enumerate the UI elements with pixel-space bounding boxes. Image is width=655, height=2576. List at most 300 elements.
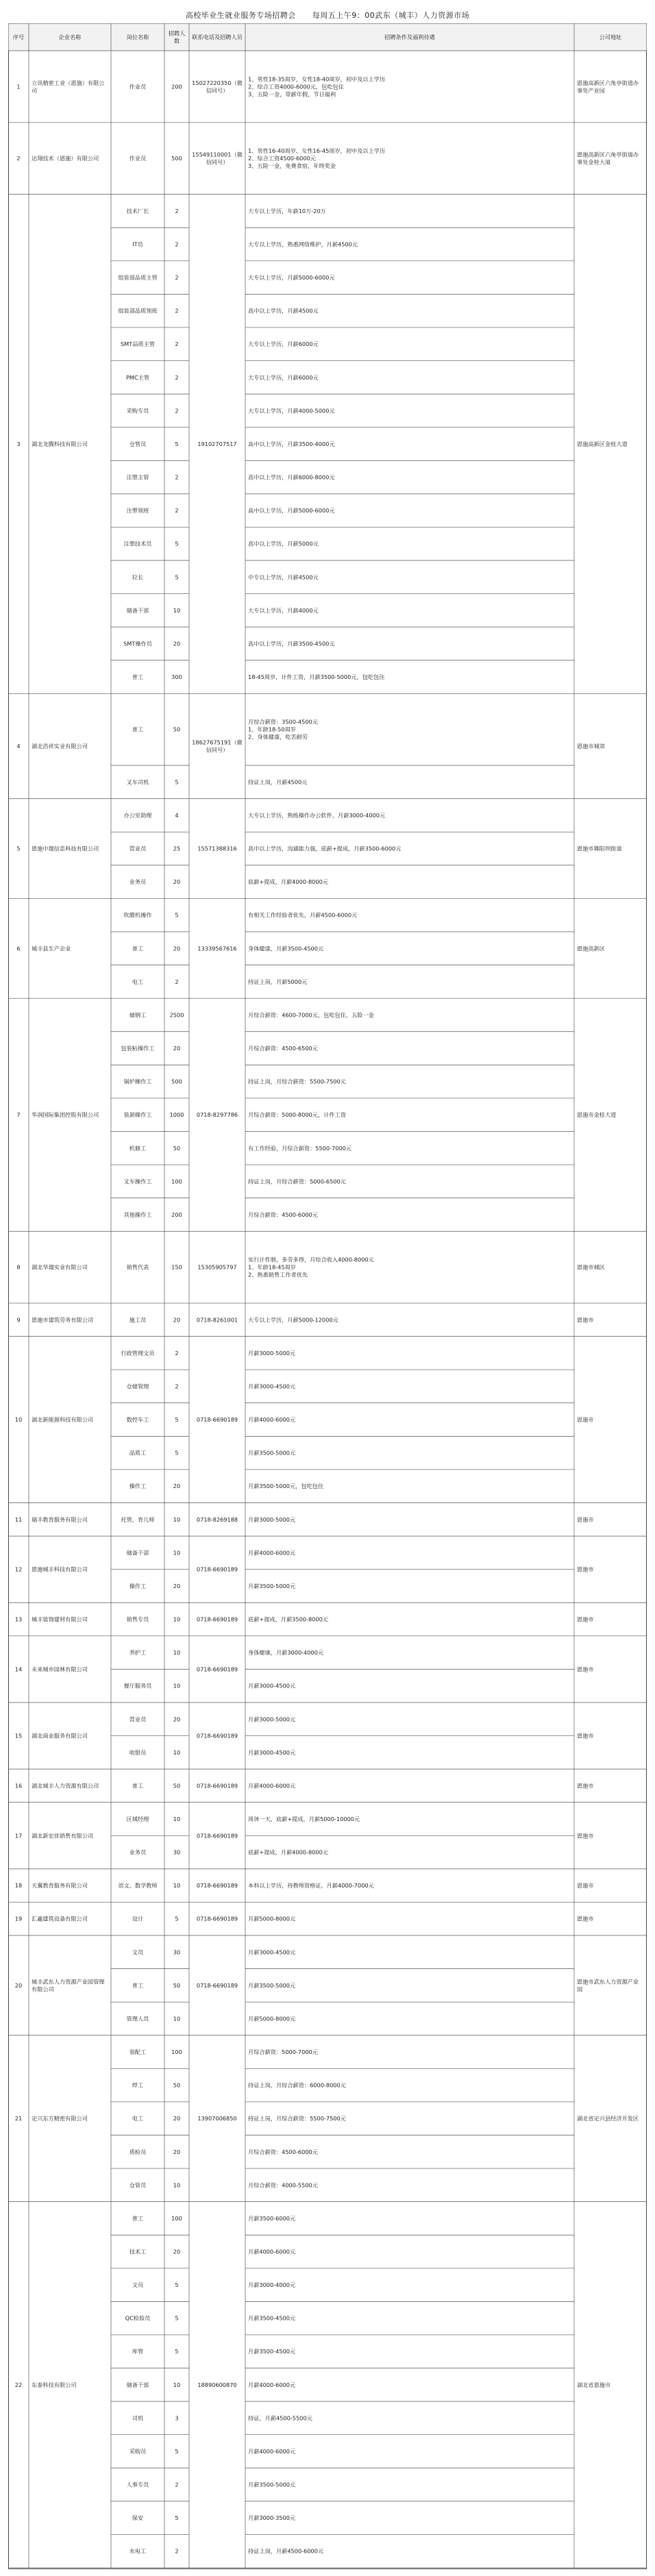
job-requirement-cell: 大专以上学历，熟练操作办公软件，月薪3000-4000元 [248,812,386,819]
job-count-cell: 5 [175,778,179,786]
job-post-cell: 电工 [132,2115,144,2122]
job-requirement-cell: 月薪3500-5000元，包吃包住 [248,1483,324,1490]
job-requirement-cell: 月综合薪资：4000-5500元 [248,2181,318,2189]
company-phone-cell: 0718-6690189 [196,1782,238,1789]
company-address-cell: 恩施市 [577,1782,594,1789]
job-requirement-cell: 持证，月薪4500-5500元 [248,2414,312,2422]
job-count-cell: 2 [175,340,179,348]
job-count-cell: 20 [173,2248,181,2255]
company-number-cell: 1 [16,83,21,90]
job-requirement-cell: 月薪3500-4500元 [248,2314,296,2322]
job-post-cell: 销售代表 [126,1263,149,1271]
job-post-cell: 文员 [132,2281,144,2289]
company-address-cell: 园 [577,1985,583,1993]
job-count-cell: 50 [173,1782,181,1789]
company-name-cell: 恩施城丰科技有限公司 [32,1565,88,1573]
company-name-cell: 湖北新能源科技有限公司 [32,1416,94,1424]
job-requirement-cell: 月薪3500-5000元 [248,1449,296,1457]
job-count-cell: 50 [173,726,181,733]
job-post-cell: 质检员 [129,2148,147,2155]
job-requirement-cell: 持证上岗，月综合薪资：5500-7500元 [248,2115,346,2122]
job-count-cell: 3 [175,2414,179,2422]
job-count-cell: 2 [175,2481,179,2488]
company-number-cell: 16 [14,1782,23,1789]
company-address-cell: 恩施市 [577,1416,594,1424]
company-phone-cell: 0718-8297786 [196,1111,238,1119]
job-count-cell: 5 [175,2447,179,2455]
company-address-cell: 恩施市 [577,1515,594,1523]
company-phone-cell: 15571388316 [197,845,237,852]
company-address-cell: 事处产业园 [577,86,605,94]
job-post-cell: 业务员 [129,1848,147,1856]
company-address-cell: 恩施市 [577,1316,594,1324]
job-requirement-cell: 身体健康，月薪3000-4000元 [248,1649,324,1657]
job-post-cell: 营业员 [129,1716,147,1723]
job-post-cell: 设计 [132,1915,144,1922]
job-requirement-cell: 大专以上学历，月薪4000-5000元 [248,407,335,414]
job-count-cell: 200 [171,1211,182,1218]
company-name-cell: 汇鑫建筑设备有限公司 [32,1915,88,1922]
job-count-cell: 50 [173,2081,181,2089]
company-number-cell: 21 [14,2115,23,2122]
company-phone-cell: 13339567616 [197,945,237,952]
company-phone-cell: 0718-6690189 [196,1665,238,1673]
job-requirement-cell: 月薪3000-5000元 [248,1349,296,1357]
job-post-cell: 储备干部 [126,1549,149,1557]
job-count-cell: 2500 [169,1011,184,1019]
company-address-cell: 湖北省恩施市 [577,2381,611,2388]
job-post-cell: 叉车司机 [126,778,149,786]
company-number-cell: 20 [14,1981,23,1989]
job-post-cell: 库管 [132,2348,144,2355]
job-post-cell: 装卸操作工 [123,1111,152,1119]
company-number-cell: 17 [14,1832,23,1840]
company-phone-cell: 0718-8269188 [196,1515,238,1523]
poster-title [0,10,655,21]
job-count-cell: 5 [175,2314,179,2322]
job-post-cell: QC检验员 [125,2314,151,2322]
job-requirement-cell: 月综合薪资：4600-7000元，包吃包住，五险一金 [248,1011,374,1019]
company-phone-cell: 信同号） [206,86,229,94]
company-name-cell: 司 [32,86,38,94]
job-requirement-cell: 月薪3500-5000元 [248,1582,296,1589]
job-requirement-cell: 月薪3000-5000元 [248,1716,296,1723]
company-number-cell: 22 [14,2381,23,2388]
job-requirement-cell: 2、熟悉销售工作者优先 [248,1271,308,1278]
company-number-cell: 10 [14,1416,23,1424]
job-count-cell: 20 [173,945,181,952]
job-post-cell: 普工 [132,673,144,681]
job-requirement-cell: 月薪4000-6000元 [248,1782,296,1789]
company-phone-cell: 0718-6690189 [196,1732,238,1739]
company-name-cell: 达翔技术（恩施）有限公司 [32,155,99,162]
job-requirement-cell: 底薪+提成，月薪4000-8000元 [248,1848,328,1856]
job-post-cell: 电工 [132,978,144,985]
job-count-cell: 300 [171,673,182,681]
company-number-cell: 18 [14,1882,23,1890]
job-count-cell: 5 [175,573,179,581]
job-count-cell: 20 [173,2148,181,2155]
job-requirement-cell: 月薪5000-8000元 [248,1915,296,1922]
job-requirement-cell: 大专以上学历，月薪4000元 [248,606,319,614]
company-name-cell: 湖北新宏佳销售有限公司 [32,1832,94,1840]
job-count-cell: 5 [175,1915,179,1922]
job-requirement-cell: 月薪3500-6000元 [248,2214,296,2222]
company-name-cell: 城丰县生产企业 [32,945,71,952]
job-requirement-cell: 2、身体健康，吃苦耐劳 [248,733,308,741]
job-requirement-cell: 月薪3500-5000元 [248,2481,296,2488]
job-post-cell: 操作工 [129,1582,147,1589]
job-count-cell: 10 [173,1549,181,1557]
job-count-cell: 10 [173,1649,181,1657]
company-phone-cell: 13907006850 [197,2115,237,2122]
job-post-cell: IT员 [132,240,143,248]
job-count-cell: 100 [171,2214,182,2222]
company-address-cell: 恩施市金桂大道 [577,1111,617,1119]
job-requirement-cell: 有工作经验，月综合薪资：5500-7000元 [248,1144,352,1152]
job-requirement-cell: 有相关工作经验者优先，月薪4500-6000元 [248,911,358,919]
job-requirement-cell: 2、综合工资4000-6000元，包吃包住 [248,83,344,90]
company-number-cell: 6 [16,945,21,952]
job-requirement-cell: 持证上岗，月薪4500元 [248,778,308,786]
job-count-cell: 50 [173,1144,181,1152]
company-address-cell: 恩施市 [577,1832,594,1840]
job-post-cell: 储钢工 [129,1011,147,1019]
job-requirement-cell: 大专以上学历，月薪5000-12000元 [248,1316,338,1324]
table-header-cell: 招聘条件及福利待遇 [384,34,435,40]
job-count-cell: 5 [175,1449,179,1457]
recruitment-table [8,23,647,2569]
company-address-cell: 恩施市 [577,1882,594,1890]
job-requirement-cell: 2、综合工资4500-6000元 [248,155,316,162]
job-post-cell: 销售专员 [126,1615,149,1623]
job-post-cell: 注塑主管 [126,473,149,481]
job-requirement-cell: 月薪4000-6000元 [248,1416,296,1424]
job-post-cell: 包装粘操作工 [121,1045,155,1052]
job-requirement-cell: 月薪4000-6000元 [248,2447,296,2455]
job-requirement-cell: 中专以上学历，月薪4500元 [248,573,319,581]
job-count-cell: 100 [171,1178,182,1185]
job-post-cell: SMT品质主管 [120,340,156,348]
job-requirement-cell: 月薪4000-6000元 [248,2248,296,2255]
company-name-cell: 有限公司 [32,1985,54,1993]
company-number-cell: 12 [14,1565,23,1573]
company-phone-cell: 信同号） [206,746,229,754]
job-post-cell: 拉长 [132,573,144,581]
job-count-cell: 5 [175,440,179,447]
job-requirement-cell: 月薪4000-6000元 [248,1549,296,1557]
job-count-cell: 2 [175,507,179,515]
job-requirement-cell: 1、男性16-40周岁，女性16-45周岁，初中及以上学历 [248,147,386,155]
company-number-cell: 14 [14,1665,23,1673]
job-count-cell: 20 [173,1483,181,1490]
job-requirement-cell: 高中以上学历，沟通能力强，底薪+提成，月薪3500-6000元 [248,845,401,852]
job-post-cell: 采购专员 [126,407,149,414]
job-count-cell: 10 [173,1615,181,1623]
job-count-cell: 2 [175,274,179,282]
company-name-cell: 东泰科技有限公司 [32,2381,77,2388]
job-count-cell: 5 [175,2281,179,2289]
company-phone-cell: 0718-6690189 [196,1832,238,1840]
job-post-cell: 营业员 [129,845,147,852]
job-post-cell: 区域经理 [126,1816,149,1823]
company-phone-cell: 15305905797 [197,1263,237,1271]
job-count-cell: 2 [175,240,179,248]
job-post-cell: 施工员 [129,1316,147,1324]
job-count-cell: 20 [173,1582,181,1589]
job-requirement-cell: 1、年龄18-45周岁 [248,1263,296,1271]
company-address-cell: 湖北省定兴县经济开发区 [577,2115,639,2122]
job-requirement-cell: 大专以上学历，月薪6000元 [248,373,319,381]
company-number-cell: 7 [16,1111,21,1119]
job-requirement-cell: 月薪3000-4500元 [248,1748,296,1756]
table-header-cell: 联系电话及招聘人员 [192,34,243,40]
job-count-cell: 150 [171,1263,182,1271]
job-requirement-cell: 周休一天，底薪+提成，月薪5000-10000元 [248,1816,360,1823]
job-post-cell: 仓管员 [129,440,147,447]
job-post-cell: 托管、育儿师 [121,1515,155,1523]
company-number-cell: 9 [16,1316,21,1324]
job-post-cell: SMT操作员 [123,640,152,647]
company-address-cell: 恩施高新区金桂大道 [577,440,628,447]
company-number-cell: 13 [14,1615,23,1623]
poster-schedule: 每周五上午9：00武东（城丰）人力资源市场 [312,11,470,20]
job-post-cell: 保安 [132,2514,144,2522]
job-requirement-cell: 月薪3000-4500元 [248,1948,296,1956]
job-post-cell: 收银员 [129,1748,147,1756]
company-phone-cell: 18627675191（微 [192,739,243,746]
job-requirement-cell: 大专以上学历，月薪6000元 [248,340,319,348]
job-count-cell: 20 [173,1045,181,1052]
job-requirement-cell: 持证上岗，月薪4500-6000元 [248,2547,324,2555]
company-name-cell: 未来城市园林有限公司 [32,1665,88,1673]
job-count-cell: 1000 [169,1111,184,1119]
table-header-cell: 岗位名称 [126,34,149,40]
job-count-cell: 500 [171,1078,182,1085]
job-post-cell: 注塑技术员 [123,540,152,547]
company-name-cell: 立讯精密工业（恩施）有限公 [32,79,105,86]
job-post-cell: 普工 [132,945,144,952]
company-number-cell: 4 [16,743,21,750]
company-phone-cell: 信同号） [206,158,229,166]
job-count-cell: 2 [175,373,179,381]
job-count-cell: 20 [173,640,181,647]
job-count-cell: 2 [175,407,179,414]
job-requirement-cell: 高中以上学历，月薪5000-6000元 [248,507,335,515]
job-post-cell: 作业员 [129,155,147,162]
job-count-cell: 2 [175,1349,179,1357]
job-post-cell: PMC主管 [125,373,150,381]
job-count-cell: 2 [175,307,179,314]
company-address-cell: 恩施市 [577,1732,594,1739]
company-name-cell: 城丰武东人力资源产业园管理 [32,1978,105,1985]
job-count-cell: 20 [173,878,181,886]
job-post-cell: 水电工 [129,2547,147,2555]
job-requirement-cell: 持证上岗，月综合薪资：5000-6500元 [248,1178,346,1185]
company-name-cell: 湖北华瑞实业有限公司 [32,1263,88,1271]
company-phone-cell: 0718-6690189 [196,1416,238,1424]
company-name-cell: 恩施市建筑劳务有限公司 [32,1316,94,1324]
job-count-cell: 2 [175,207,179,214]
job-count-cell: 10 [173,2381,181,2388]
job-count-cell: 20 [173,1316,181,1324]
job-requirement-cell: 3、五险一金，免费食宿，年终奖金 [248,162,336,170]
job-post-cell: 办公室助理 [123,812,152,819]
job-post-cell: 作业员 [129,83,147,90]
job-post-cell: 采购员 [129,2447,147,2455]
job-count-cell: 4 [175,812,179,819]
company-address-cell: 恩施高新区 [577,945,605,952]
table-frame [9,24,647,2569]
job-count-cell: 5 [175,2348,179,2355]
job-requirement-cell: 高中以上学历，月薪6000-8000元 [248,473,335,481]
job-post-cell: 数控车工 [126,1416,149,1424]
job-post-cell: 储备干部 [126,606,149,614]
job-requirement-cell: 月薪3000-3500元 [248,2514,296,2522]
job-count-cell: 20 [173,2115,181,2122]
job-requirement-cell: 本科以上学历，持教师资格证，月薪4000-7000元 [248,1882,374,1890]
job-count-cell: 20 [173,1716,181,1723]
company-phone-cell: 0718-8261001 [196,1316,238,1324]
job-requirement-cell: 月综合薪资：4500-6000元 [248,1211,318,1218]
job-count-cell: 10 [173,1882,181,1890]
job-post-cell: 操作工 [129,1483,147,1490]
table-header-cell: 公司地址 [599,34,622,40]
job-count-cell: 500 [171,155,182,162]
job-requirement-cell: 18-45周岁，计件工资，月薪3500-5000元，包吃包住 [248,673,385,681]
job-requirement-cell: 月综合薪资：3500-4500元 [248,718,318,726]
job-count-cell: 10 [173,2181,181,2189]
company-name-cell: 定兴东方精密有限公司 [32,2115,88,2122]
company-address-cell: 恩施市 [577,1665,594,1673]
job-requirement-cell: 月薪3500-4500元 [248,2348,296,2355]
job-requirement-cell: 月综合薪资：5000-8000元，计件工资 [248,1111,346,1119]
job-count-cell: 2 [175,473,179,481]
job-requirement-cell: 1、年龄18-50周岁 [248,726,296,733]
table-header-cell: 序号 [12,34,25,40]
company-phone-cell: 0718-6690189 [196,1565,238,1573]
job-requirement-cell: 月薪3000-5000元 [248,1515,296,1523]
job-post-cell: 储备干部 [126,2381,149,2388]
job-post-cell: 普工 [132,2214,144,2222]
job-count-cell: 100 [171,2048,182,2056]
job-count-cell: 25 [173,845,181,852]
job-post-cell: 文员 [132,1948,144,1956]
job-post-cell: 业务员 [129,878,147,886]
company-name-cell: 湖北龙腾科技有限公司 [32,440,88,447]
company-number-cell: 11 [14,1515,23,1523]
job-post-cell: 管理人员 [126,2015,149,2022]
job-requirement-cell: 月薪3500-5000元 [248,1981,296,1989]
job-requirement-cell: 高中以上学历，月薪3500-4500元 [248,640,335,647]
company-address-cell: 恩施市舞阳坝街道 [577,845,622,852]
company-number-cell: 8 [16,1263,21,1271]
job-requirement-cell: 持证上岗，月综合薪资：5500-7500元 [248,1078,346,1085]
job-post-cell: 注塑领班 [126,507,149,515]
job-requirement-cell: 月综合薪资：5000-7000元 [248,2048,318,2056]
company-number-cell: 15 [14,1732,23,1739]
job-requirement-cell: 月薪3000-4500元 [248,1682,296,1689]
company-number-cell: 2 [16,155,21,162]
job-post-cell: 技术工 [129,2248,147,2255]
company-address-cell: 事处金桂大道 [577,158,611,166]
job-requirement-cell: 大专以上学历，月薪5000-6000元 [248,274,335,282]
job-post-cell: 吹膜机操作 [123,911,152,919]
job-post-cell: 人事专员 [126,2481,149,2488]
company-address-cell: 恩施市武东人力资源产业 [577,1978,639,1985]
job-count-cell: 2 [175,2547,179,2555]
job-requirement-cell: 1、男性18-35周岁，女性18-40周岁，初中及以上学历 [248,75,386,83]
job-count-cell: 50 [173,1981,181,1989]
company-phone-cell: 0718-6690189 [196,1915,238,1922]
job-count-cell: 10 [173,606,181,614]
company-phone-cell: 0718-6690189 [196,1981,238,1989]
job-requirement-cell: 实行计件制，多劳多得，月综合收入4000-8000元 [248,1256,374,1263]
job-count-cell: 30 [173,1848,181,1856]
job-requirement-cell: 月薪3000-4000元 [248,2281,296,2289]
company-address-cell: 恩施高新区六角亭街道办 [577,151,639,158]
job-post-cell: 其他操作工 [123,1211,152,1218]
job-count-cell: 2 [175,978,179,985]
job-count-cell: 10 [173,2015,181,2022]
job-requirement-cell: 月综合薪资：4500-6000元 [248,2148,318,2155]
company-phone-cell: 15027220350（微 [192,79,243,86]
job-post-cell: 语文、数学教师 [118,1882,158,1890]
job-requirement-cell: 持证上岗，月薪5000元 [248,978,308,985]
job-count-cell: 5 [175,911,179,919]
job-requirement-cell: 月综合薪资：4500-6500元 [248,1045,318,1052]
job-post-cell: 焊工 [132,2081,144,2089]
company-address-cell: 恩施市城区 [577,1263,605,1271]
job-requirement-cell: 月薪4000-6000元 [248,2381,296,2388]
company-name-cell: 天翼教育服务有限公司 [32,1882,88,1890]
job-count-cell: 2 [175,1383,179,1390]
company-number-cell: 19 [14,1915,23,1922]
job-count-cell: 5 [175,540,179,547]
company-phone-cell: 18890600870 [197,2381,237,2388]
job-requirement-cell: 大专以上学历，年薪10万-20万 [248,207,326,214]
job-post-cell: 叉车操作工 [123,1178,152,1185]
table-header-cell: 招聘人 [168,29,186,37]
job-requirement-cell: 底薪+提成，月薪4000-8000元 [248,878,328,886]
job-requirement-cell: 高中以上学历，月薪3500-4000元 [248,440,335,447]
table-header-bg [9,24,647,51]
job-count-cell: 200 [171,83,182,90]
company-name-cell: 城丰装饰建材有限公司 [32,1615,88,1623]
company-address-cell: 恩施市 [577,1915,594,1922]
job-requirement-cell: 身体健康，月薪3500-4500元 [248,945,324,952]
job-count-cell: 10 [173,1816,181,1823]
job-post-cell: 组装部品质领班 [118,307,158,314]
company-name-cell: 瑞丰教育服务有限公司 [32,1515,88,1523]
job-requirement-cell: 底薪+提成，月薪3500-8000元 [248,1615,328,1623]
job-post-cell: 品质工 [129,1449,147,1457]
job-post-cell: 仓管员 [129,2181,147,2189]
company-name-cell: 华润国际集团控股有限公司 [32,1111,99,1119]
table-header-cell: 企业名称 [58,34,82,40]
job-count-cell: 10 [173,1515,181,1523]
company-phone-cell: 19102707517 [197,440,237,447]
company-address-cell: 恩施市 [577,1565,594,1573]
company-number-cell: 5 [16,845,21,852]
job-post-cell: 装配工 [129,2048,147,2056]
poster-title-text: 高校毕业生就业服务专场招聘会 [185,11,296,20]
job-post-cell: 养护工 [129,1649,147,1657]
company-name-cell: 恩施中瑞信息科技有限公司 [32,845,99,852]
job-post-cell: 锅炉操作工 [123,1078,152,1085]
company-number-cell: 3 [16,440,21,447]
job-post-cell: 仓储管理 [126,1383,149,1390]
